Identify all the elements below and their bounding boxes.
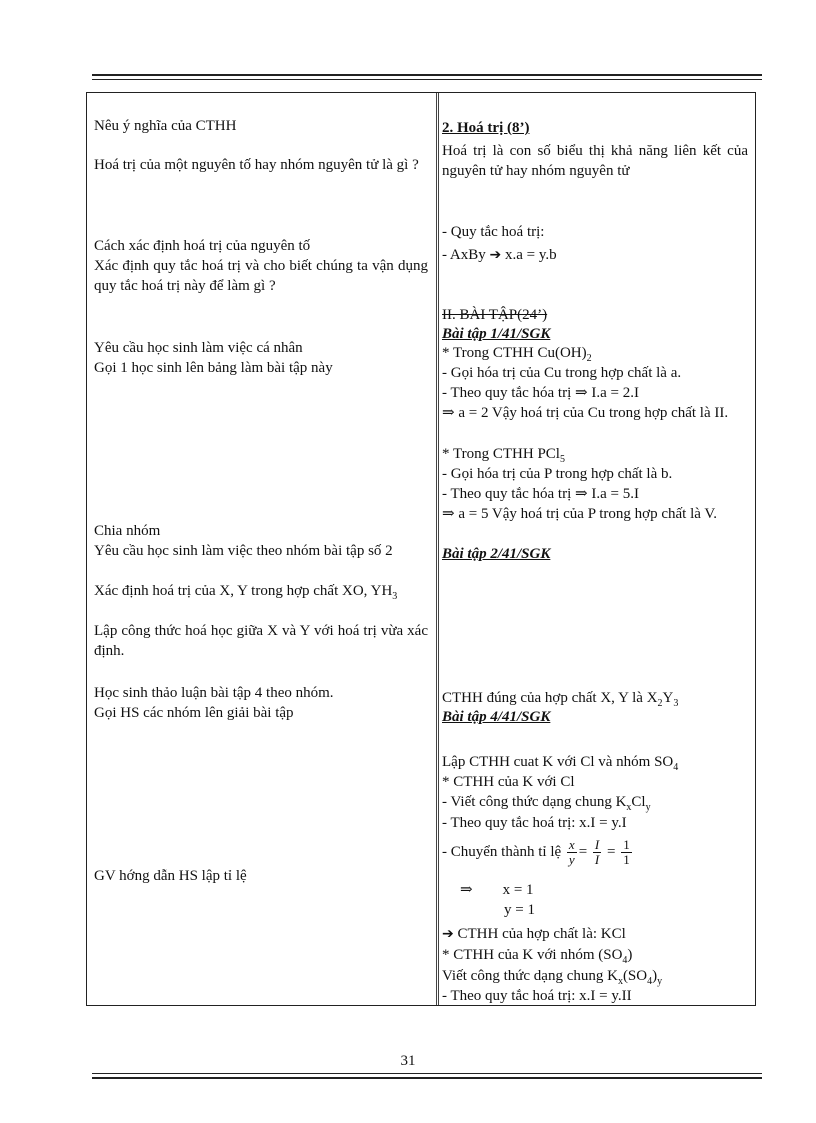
column-divider: [436, 93, 439, 1005]
ex4-line-so4: * CTHH của K với nhóm $(SO_4)$: [442, 947, 633, 966]
exercise-4-heading: Bài tập 4/41/SGK: [442, 709, 551, 725]
footer-rule: [92, 1073, 762, 1079]
implies-icon: ⇒: [575, 486, 588, 502]
ex4-result-x: ⇒ x = 1: [460, 882, 534, 898]
ex4-result-y: y = 1: [504, 902, 535, 918]
ex4-line-3: - Viết công thức dạng chung $K_xCl_y$: [442, 794, 651, 813]
section-exercises-heading: II. BÀI TẬP(24’): [442, 307, 548, 323]
ex4-line-4: - Theo quy tắc hoá trị: x.I = y.I: [442, 815, 627, 831]
ex1-line-7: - Theo quy tắc hóa trị ⇒ I.a = 5.I: [442, 486, 639, 502]
fraction-x-y: $\frac{x}{y}$: [568, 837, 575, 868]
ex4-ratio-line: - Chuyển thành tỉ lệ $\frac{x}{y}$ = $\frac{I}{I}$ = $\frac{1}{1}$: [442, 837, 630, 868]
ex4-line-kcl: ➔ CTHH của hợp chất là: KCl: [442, 926, 626, 942]
ex4-line-1: Lập CTHH cuat K với Cl và nhóm $SO_4$: [442, 754, 679, 773]
section-valence-heading: 2. Hoá trị (8’): [442, 120, 530, 136]
fraction-1-1: $\frac{1}{1}$: [623, 837, 630, 868]
valence-rule-formula: - AxBy ➔ x.a = y.b: [442, 247, 557, 263]
exercise-1-heading: Bài tập 1/41/SGK: [442, 326, 551, 342]
instruction-write-formula: Lập công thức hoá học giữa X và Y với hoá trị vừa xác định.: [94, 623, 428, 659]
instruction-group: Chia nhóm: [94, 523, 161, 539]
page-number: 31: [400, 1053, 416, 1069]
implies-icon: ⇒: [575, 385, 588, 401]
ex4-line-rule: - Theo quy tắc hoá trị: x.I = y.II: [442, 988, 632, 1004]
instruction-individual: Yêu cầu học sinh làm việc cá nhân: [94, 340, 303, 356]
ex1-line-5: * Trong CTHH PCl$_5$: [442, 446, 565, 465]
implies-icon: ⇒: [460, 882, 473, 898]
implies-icon: ⇒: [442, 405, 455, 421]
question-valence-definition: Hoá trị của một nguyên tố hay nhóm nguyên tử là gì ?: [94, 157, 419, 173]
implies-icon: ⇒: [442, 506, 455, 522]
ex4-line-general: Viết công thức dạng chung $K_x(SO_4)_y$: [442, 968, 663, 987]
instruction-board: Gọi 1 học sinh lên bảng làm bài tập này: [94, 360, 333, 376]
arrow-icon: ➔: [489, 247, 502, 263]
instruction-group-exercise2: Yêu cầu học sinh làm việc theo nhóm bài tập số 2: [94, 543, 393, 559]
instruction-discuss-ex4: Học sinh thảo luận bài tập 4 theo nhóm.: [94, 685, 334, 701]
ex1-line-4: ⇒ a = 2 Vậy hoá trị của Cu trong hợp chất là II.: [442, 405, 729, 421]
instruction-ratio: GV hớng dẫn HS lập tỉ lệ: [94, 868, 247, 884]
ex1-line-2: - Gọi hóa trị của Cu trong hợp chất là a.: [442, 365, 682, 381]
ex1-line-3: - Theo quy tắc hóa trị ⇒ I.a = 2.I: [442, 385, 639, 401]
question-cthh-meaning: Nêu ý nghĩa của CTHH: [94, 118, 237, 134]
question-valence-rule: Xác định quy tắc hoá trị và cho biết chúng ta vận dụng quy tắc hoá trị này để làm gì ?: [94, 258, 428, 294]
valence-rule-label: - Quy tắc hoá trị:: [442, 224, 545, 240]
lesson-table: [86, 92, 756, 1006]
arrow-icon: ➔: [442, 926, 454, 942]
ex2-answer: CTHH đúng của hợp chất X, Y là $X_2Y_3$: [442, 690, 679, 709]
instruction-determine-valence: Xác định hoá trị của X, Y trong hợp chất XO, $YH_3$: [94, 583, 398, 602]
ex4-line-2: * CTHH của K với Cl: [442, 774, 575, 790]
instruction-solve: Gọi HS các nhóm lên giải bài tập: [94, 705, 294, 721]
ex1-line-8: ⇒ a = 5 Vậy hoá trị của P trong hợp chất là V.: [442, 506, 718, 522]
fraction-i-i: $\frac{I}{I}$: [594, 837, 600, 868]
valence-definition: Hoá trị là con số biểu thị khả năng liên kết của nguyên tử hay nhóm nguyên tử: [442, 143, 748, 179]
exercise-2-heading: Bài tập 2/41/SGK: [442, 546, 551, 562]
header-rule: [92, 74, 762, 80]
ex1-line-1: * Trong CTHH $Cu(OH)_2$: [442, 345, 592, 364]
ex1-line-6: - Gọi hóa trị của P trong hợp chất là b.: [442, 466, 673, 482]
question-valence-method: Cách xác định hoá trị của nguyên tố: [94, 238, 311, 254]
